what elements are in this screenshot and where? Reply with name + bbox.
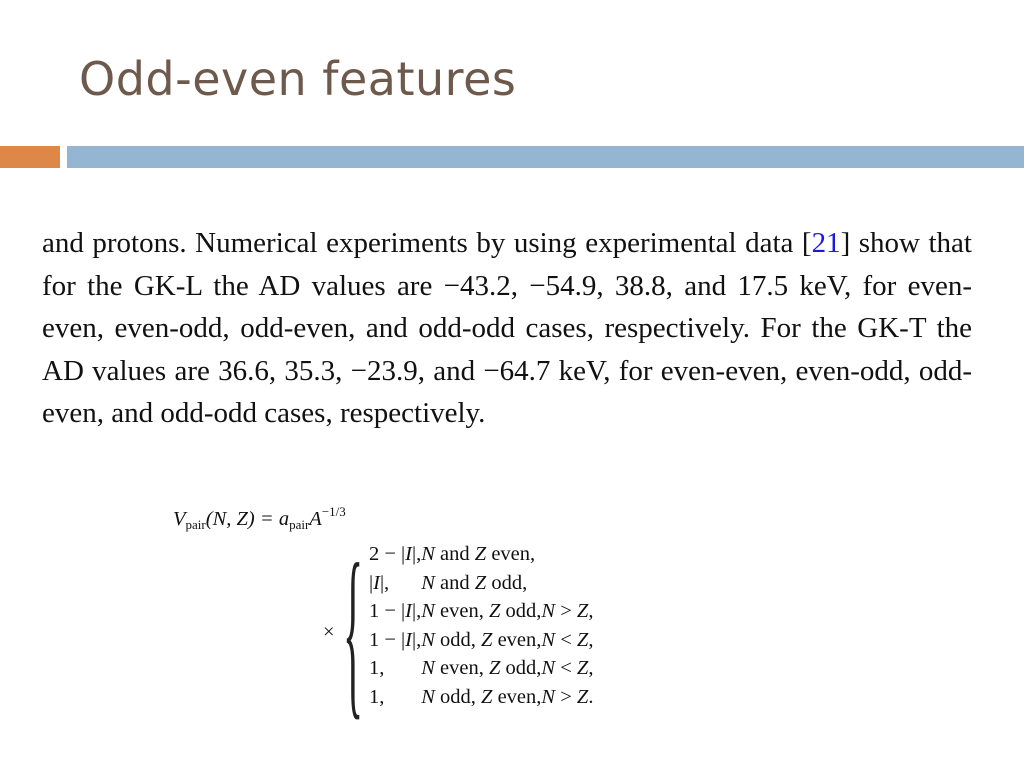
formula-v-subscript: pair [185, 517, 206, 532]
case-value: 1 − |I|, [369, 628, 422, 651]
formula-a-subscript: pair [289, 517, 310, 532]
case-value: 1, [369, 685, 385, 708]
formula-v: V [173, 508, 186, 530]
body-paragraph [42, 222, 972, 435]
times-sign: × [323, 621, 335, 643]
case-condition: N even, Z odd, [421, 657, 542, 679]
formula-exponent: −1/3 [321, 504, 346, 519]
case-relation: N > Z, [541, 600, 594, 622]
cases-table [369, 540, 593, 711]
case-value: 2 − |I|, [369, 543, 422, 565]
case-condition: N odd, Z even, [421, 628, 542, 651]
case-condition: N even, Z odd, [421, 600, 542, 622]
accent-bar-blue [67, 146, 1024, 168]
reference-link[interactable]: 21 [811, 227, 841, 259]
case-row [369, 597, 593, 626]
accent-bar-orange [0, 146, 60, 168]
case-row [369, 569, 593, 598]
case-relation: N < Z, [541, 628, 594, 651]
paragraph-text-2: ] show that for the GK-L the AD values are −43.2, −54.9, 38.8, and 17.5 keV, for even-even, even-odd, odd-even, and odd-odd cases, respectively. For the GK-T the AD values are 36.6, 35.3, −23.9, and −64.7 keV, for even-even, even-odd, odd-even, and odd-odd cases, respectively. [42, 227, 972, 429]
case-row [369, 654, 593, 683]
case-row [369, 683, 593, 712]
case-relation [541, 569, 593, 598]
case-relation: N > Z. [541, 685, 594, 708]
formula-a: a [278, 508, 290, 530]
case-condition: N and Z odd, [421, 571, 528, 594]
formula-mass-number: A [309, 508, 322, 530]
formula-args: (N, Z) = [205, 508, 279, 530]
case-row [369, 540, 593, 569]
case-value: 1 − |I|, [369, 600, 422, 622]
left-brace: { [343, 526, 364, 736]
paragraph-text-1: and protons. Numerical experiments by using experimental data [ [42, 227, 812, 259]
case-row [369, 626, 593, 655]
slide-title: Odd-even features [79, 52, 517, 106]
case-value: 1, [369, 657, 385, 679]
case-condition: N odd, Z even, [421, 685, 542, 708]
case-condition: N and Z even, [421, 543, 536, 565]
formula-lhs [173, 498, 346, 540]
case-relation: N < Z, [541, 657, 594, 679]
case-relation [541, 540, 593, 569]
case-value: |I|, [369, 571, 390, 594]
